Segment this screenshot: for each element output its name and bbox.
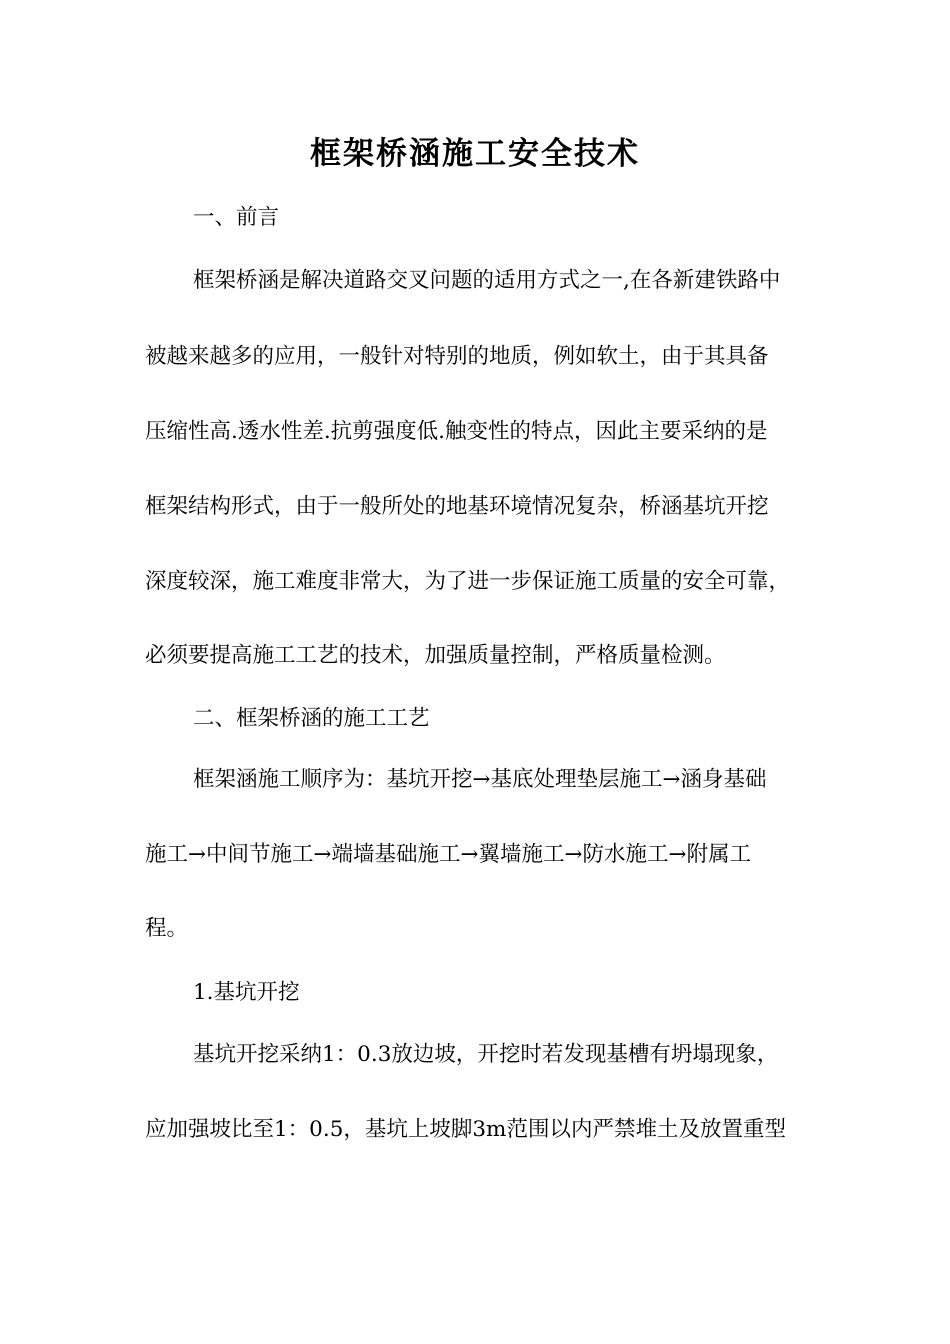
paragraph-line: 被越来越多的应用，一般针对特别的地质，例如软土，由于其具备	[145, 344, 769, 369]
paragraph-line: 深度较深，施工难度非常大，为了进一步保证施工质量的安全可靠，	[145, 569, 791, 594]
section-heading-process: 二、框架桥涵的施工工艺	[193, 706, 430, 731]
paragraph-line: 程。	[145, 916, 189, 941]
subsection-heading-excavation: 1.基坑开挖	[193, 980, 300, 1005]
paragraph-line: 应加强坡比至1：0.5，基坑上坡脚3m范围以内严禁堆土及放置重型	[145, 1117, 786, 1142]
document-title: 框架桥涵施工安全技术	[310, 136, 640, 172]
section-heading-preface: 一、前言	[193, 205, 280, 230]
paragraph-line: 基坑开挖采纳1：0.3放边坡，开挖时若发现基槽有坍塌现象，	[193, 1042, 779, 1067]
paragraph-line: 必须要提高施工工艺的技术，加强质量控制，严格质量检测。	[145, 643, 726, 668]
paragraph-line: 框架结构形式，由于一般所处的地基环境情况复杂，桥涵基坑开挖	[145, 494, 769, 519]
paragraph-line: 施工→中间节施工→端墙基础施工→翼墙施工→防水施工→附属工	[145, 842, 752, 867]
paragraph-line: 压缩性高.透水性差.抗剪强度低.触变性的特点，因此主要采纳的是	[145, 419, 768, 444]
paragraph-line: 框架涵施工顺序为：基坑开挖→基底处理垫层施工→涵身基础	[193, 767, 767, 792]
paragraph-line: 框架桥涵是解决道路交叉问题的适用方式之一,在各新建铁路中	[193, 268, 781, 293]
